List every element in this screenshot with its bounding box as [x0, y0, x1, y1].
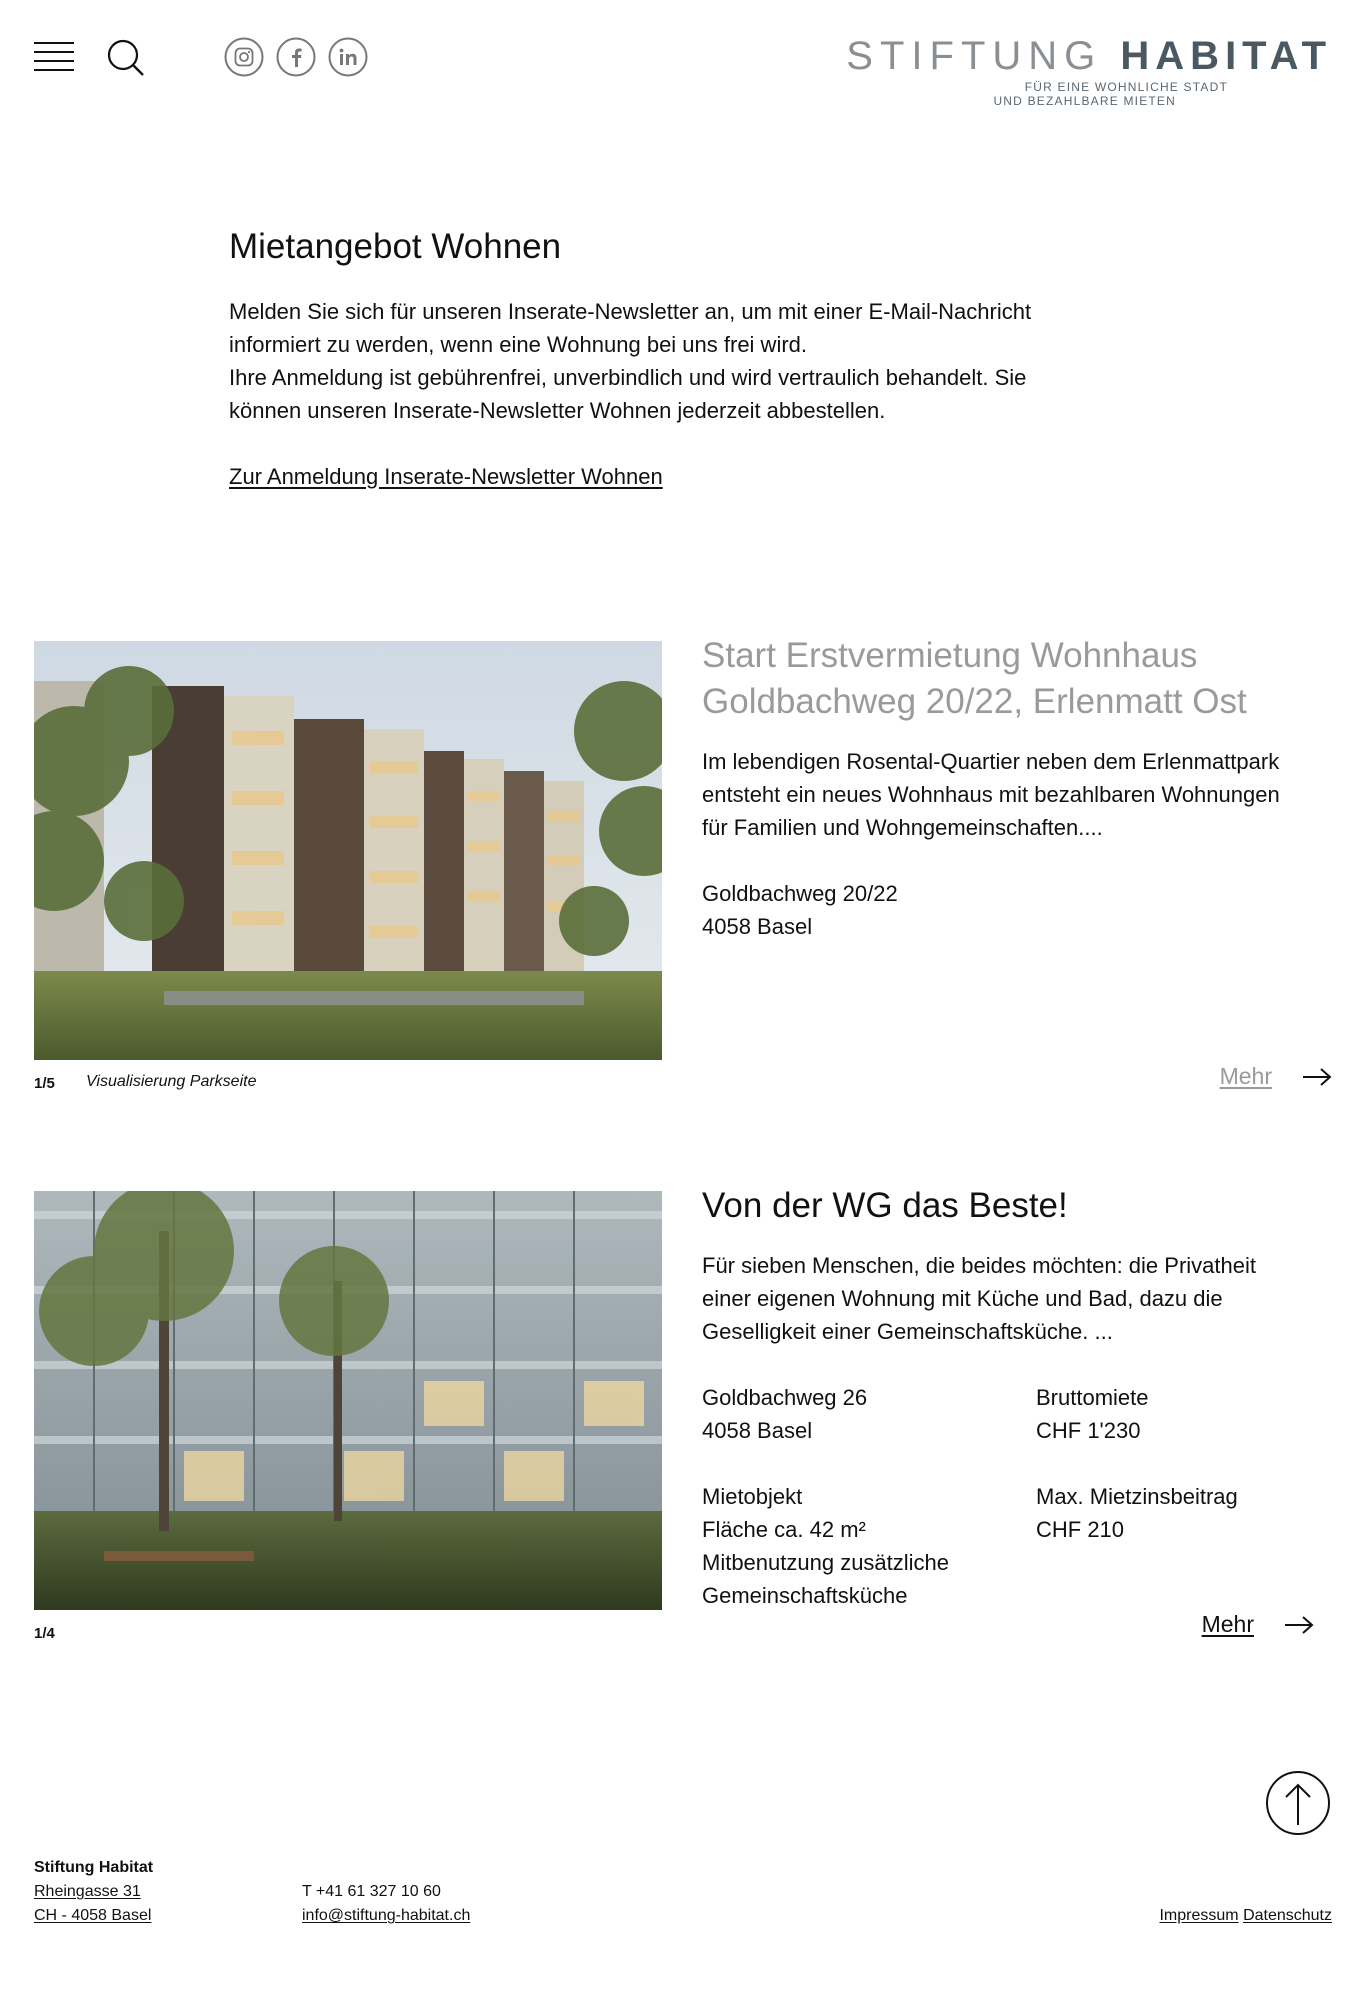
- gross-rent-value: CHF 1'230: [1036, 1418, 1141, 1443]
- image-caption: Visualisierung Parkseite: [86, 1073, 257, 1090]
- listing-content: [702, 636, 1332, 943]
- site-header: [0, 0, 1366, 120]
- description-line: Geselligkeit einer Gemeinschaftsküche. ...: [702, 1319, 1113, 1344]
- footer-org-name: Stiftung Habitat: [34, 1859, 154, 1876]
- rent-subsidy: [1036, 1480, 1332, 1612]
- listing-image[interactable]: [34, 641, 662, 1060]
- footer-email-link[interactable]: info@stiftung-habitat.ch: [302, 1907, 471, 1924]
- intro-line: können unseren Inserate-Newsletter Wohnen jederzeit abbestellen.: [229, 398, 886, 423]
- description-line: entsteht ein neues Wohnhaus mit bezahlbaren Wohnungen: [702, 782, 1280, 807]
- image-counter: 1/5: [34, 1075, 55, 1092]
- impressum-link[interactable]: Impressum: [1159, 1907, 1239, 1924]
- address-city: 4058 Basel: [702, 914, 813, 939]
- listing-address: [702, 877, 1332, 943]
- more-link-label: Mehr: [1201, 1611, 1254, 1637]
- intro-line: Ihre Anmeldung ist gebührenfrei, unverbindlich und wird vertraulich behandelt. Sie: [229, 365, 1027, 390]
- rental-object-area: Fläche ca. 42 m²: [702, 1517, 866, 1542]
- intro-line: Melden Sie sich für unseren Inserate-Newsletter an, um mit einer E-Mail-Nachricht: [229, 299, 1032, 324]
- arrow-up-icon: [1268, 1773, 1328, 1833]
- intro-section: [229, 225, 1109, 493]
- page-title: Mietangebot Wohnen: [229, 227, 562, 266]
- instagram-icon[interactable]: [224, 37, 264, 77]
- logo-tagline-1: FÜR EINE WOHNLICHE STADT: [1024, 80, 1228, 94]
- gross-rent: [1036, 1381, 1332, 1447]
- intro-line: informiert zu werden, wenn eine Wohnung bei uns frei wird.: [229, 332, 808, 357]
- search-icon[interactable]: [106, 38, 146, 78]
- footer-street-link[interactable]: Rheingasse 31: [34, 1883, 141, 1900]
- rental-object-note: Mitbenutzung zusätzliche: [702, 1550, 950, 1575]
- footer-city-link[interactable]: CH - 4058 Basel: [34, 1907, 152, 1924]
- address-street: Goldbachweg 26: [702, 1385, 868, 1410]
- footer-legal: [1159, 1904, 1332, 1928]
- listing-title[interactable]: Von der WG das Beste!: [702, 1186, 1068, 1225]
- footer-contact: [302, 1880, 470, 1928]
- listing-title-line: Goldbachweg 20/22, Erlenmatt Ost: [702, 682, 1247, 721]
- rental-object-note: Gemeinschaftsküche: [702, 1583, 908, 1608]
- more-link-label: Mehr: [1219, 1063, 1272, 1089]
- footer-phone: T +41 61 327 10 60: [302, 1883, 441, 1900]
- listing-address: [702, 1381, 1036, 1447]
- address-street: Goldbachweg 20/22: [702, 881, 898, 906]
- back-to-top-button[interactable]: [1266, 1771, 1330, 1835]
- listing-image[interactable]: [34, 1191, 662, 1610]
- listing-description: [702, 745, 1332, 844]
- menu-icon[interactable]: [34, 40, 74, 72]
- rental-object: [702, 1480, 1036, 1612]
- datenschutz-link[interactable]: Datenschutz: [1243, 1907, 1332, 1924]
- more-link[interactable]: [1202, 1611, 1314, 1638]
- listing-content: [702, 1186, 1332, 1612]
- rental-object-label: Mietobjekt: [702, 1484, 803, 1509]
- arrow-right-icon: [1302, 1067, 1332, 1087]
- more-link[interactable]: [1220, 1063, 1332, 1090]
- rent-subsidy-value: CHF 210: [1036, 1517, 1125, 1542]
- description-line: Im lebendigen Rosental-Quartier neben dem Erlenmattpark: [702, 749, 1280, 774]
- description-line: Für sieben Menschen, die beides möchten: die Privatheit: [702, 1253, 1256, 1278]
- social-links: [224, 37, 368, 77]
- linkedin-icon[interactable]: [328, 37, 368, 77]
- logo-tagline-2: UND BEZAHLBARE MIETEN: [993, 94, 1176, 108]
- site-logo[interactable]: [846, 36, 1332, 108]
- description-line: für Familien und Wohngemeinschaften....: [702, 815, 1103, 840]
- description-line: einer eigenen Wohnung mit Küche und Bad, dazu die: [702, 1286, 1223, 1311]
- listing-details: [702, 1381, 1332, 1612]
- logo-word-habitat: HABITAT: [1120, 34, 1332, 78]
- address-city: 4058 Basel: [702, 1418, 813, 1443]
- listing-title[interactable]: [702, 633, 1332, 725]
- gross-rent-label: Bruttomiete: [1036, 1385, 1149, 1410]
- listing-title-line: Start Erstvermietung Wohnhaus: [702, 636, 1198, 675]
- newsletter-signup-link[interactable]: Zur Anmeldung Inserate-Newsletter Wohnen: [229, 464, 663, 489]
- listing-description: [702, 1249, 1332, 1348]
- facebook-icon[interactable]: [276, 37, 316, 77]
- rent-subsidy-label: Max. Mietzinsbeitrag: [1036, 1484, 1238, 1509]
- image-counter: 1/4: [34, 1625, 55, 1642]
- footer-address: [34, 1856, 153, 1928]
- logo-word-stiftung: STIFTUNG: [846, 34, 1103, 78]
- arrow-right-icon: [1284, 1615, 1314, 1635]
- intro-paragraph: [229, 295, 1109, 427]
